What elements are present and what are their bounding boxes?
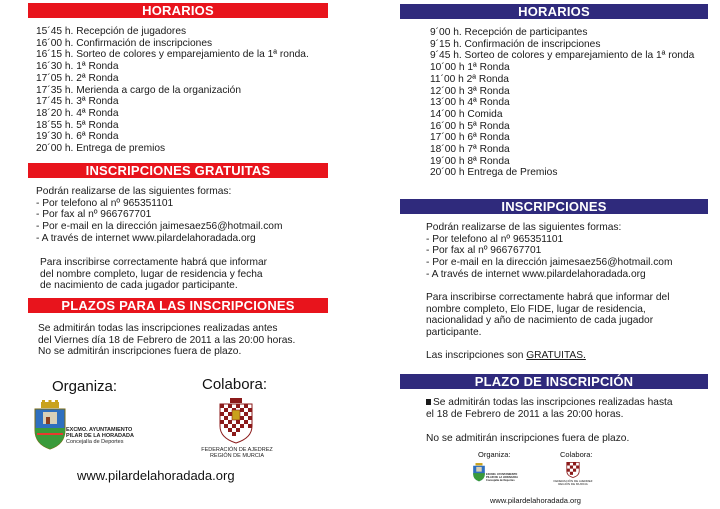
plazos-header: [28, 298, 328, 313]
fed-caption-line: REGIÓN DE MURCIA: [558, 482, 588, 487]
inscripciones-title: INSCRIPCIONES: [501, 199, 607, 214]
forms-item: - Por fax al nº 966767701: [36, 209, 152, 221]
plazos-title: PLAZOS PARA LAS INSCRIPCIONES: [61, 298, 295, 313]
colabora-label: Colabora:: [202, 376, 268, 393]
ayto-caption-line: PILAR DE LA HORADADA: [66, 433, 134, 439]
forms-item: Podrán realizarse de las siguientes formas:: [36, 186, 232, 197]
ayto-caption-line: EXCMO. AYUNTAMIENTO: [486, 473, 518, 476]
schedule-item: 16´00 h. Confirmación de inscripciones: [36, 37, 213, 49]
inform-line: del nombre completo, lugar de residencia y fecha: [40, 268, 263, 280]
inform-line: nacionalidad y año de nacimiento de cada jugador: [426, 315, 654, 327]
schedule-item: 18´00 h 7ª Ronda: [430, 144, 510, 156]
inscripciones-header: [400, 199, 708, 214]
inform-line: Para inscribirse correctamente habrá que informar: [40, 257, 268, 268]
website-link[interactable]: www.pilardelahoradada.org: [77, 468, 235, 483]
horarios-header: [28, 3, 328, 18]
plazo-title: PLAZO DE INSCRIPCIÓN: [474, 374, 634, 389]
schedule-item: 14´00 h Comida: [430, 108, 503, 120]
forms-item: - A través de internet www.pilardelahoradada.org: [36, 232, 256, 244]
forms-list: [36, 186, 282, 245]
ayto-caption-line: Concejalía de Deportes: [66, 439, 124, 445]
inform-line: Para inscribirse correctamente habrá que informar del: [426, 292, 670, 303]
schedule-item: 16´00 h 5ª Ronda: [430, 120, 510, 132]
schedule-item: 20´00 h Entrega de Premios: [430, 167, 558, 179]
schedule-item: 17´45 h. 3ª Ronda: [36, 96, 119, 108]
plazo-no: No se admitirán inscripciones fuera de plazo.: [426, 433, 630, 444]
website-link[interactable]: www.pilardelahoradada.org: [490, 496, 581, 505]
plazo-line-text: Se admitirán todas las inscripciones realizadas hasta: [433, 397, 673, 408]
schedule-item: 20´00 h. Entrega de premios: [36, 143, 166, 155]
forms-item: - Por e-mail en la dirección jaimesaez56@hotmail.com: [426, 257, 673, 269]
plazo-line: [426, 397, 673, 409]
coat-of-arms-icon: [32, 400, 68, 450]
fed-caption: [550, 480, 596, 487]
schedule-item: 19´30 h. 6ª Ronda: [36, 131, 119, 143]
plazo-line: el 18 de Febrero de 2011 a las 20:00 horas.: [426, 408, 624, 420]
schedule-list: [36, 26, 309, 155]
plazos-line: No se admitirán inscripciones fuera de plazo.: [38, 346, 242, 358]
forms-item: - A través de internet www.pilardelahoradada.org: [426, 268, 646, 280]
plazo-header: [400, 374, 708, 389]
gratuitas-line: [426, 350, 586, 362]
fed-caption-line: FEDERACIÓN DE AJEDREZ: [201, 447, 273, 453]
inscripciones-title: INSCRIPCIONES GRATUITAS: [85, 163, 271, 178]
schedule-item: 9´00 h. Recepción de participantes: [430, 27, 588, 38]
ayto-caption: [66, 427, 138, 445]
fed-caption-line: FEDERACIÓN DE AJEDREZ: [553, 479, 593, 483]
schedule-item: 10´00 h 1ª Ronda: [430, 62, 510, 74]
inscripciones-header: [28, 163, 328, 178]
schedule-item: 11´00 h 2ª Ronda: [430, 73, 509, 85]
inform-line: nombre completo, Elo FIDE, lugar de residencia,: [426, 303, 646, 315]
schedule-item: 13´00 h 4ª Ronda: [430, 97, 510, 109]
inform-line: de nacimiento de cada jugador participante.: [40, 280, 238, 292]
ayto-caption-line: Concejalía de Deportes: [486, 479, 515, 482]
ayto-caption: [486, 473, 526, 482]
inform-text: [426, 292, 669, 339]
fed-caption-line: REGIÓN DE MURCIA: [209, 453, 265, 459]
plazos-line: Se admitirán todas las inscripciones realizadas antes: [38, 323, 278, 334]
right-panel: [360, 0, 720, 509]
inform-line: participante.: [426, 327, 482, 339]
plazo-text: [426, 397, 673, 420]
plazos-text: [38, 323, 295, 358]
gratuitas-prefix: Las inscripciones son: [426, 350, 527, 361]
schedule-item: 15´45 h. Recepción de jugadores: [36, 26, 187, 37]
schedule-item: 19´00 h 8ª Ronda: [430, 155, 510, 167]
plazos-line: del Viernes día 18 de Febrero de 2011 a las 20:00 horas.: [38, 334, 296, 346]
schedule-list: [430, 27, 694, 179]
fed-caption: [196, 447, 278, 459]
coat-of-arms-icon: [472, 462, 486, 482]
bullet-icon: [426, 399, 431, 405]
chess-federation-icon: [218, 398, 254, 444]
schedule-item: 9´45 h. Sorteo de colores y emparejamiento de la 1ª ronda: [430, 50, 695, 62]
colabora-label: Colabora:: [560, 450, 593, 459]
horarios-title: HORARIOS: [142, 3, 214, 18]
horarios-header: [400, 4, 708, 19]
forms-item: Podrán realizarse de las siguientes formas:: [426, 222, 622, 233]
inform-text: [40, 257, 267, 292]
forms-item: - Por fax al nº 966767701: [426, 245, 542, 257]
schedule-item: 12´00 h 3ª Ronda: [430, 85, 510, 97]
schedule-item: 17´00 h 6ª Ronda: [430, 132, 510, 144]
organiza-label: Organiza:: [52, 378, 118, 395]
schedule-item: 17´05 h. 2ª Ronda: [36, 72, 119, 84]
schedule-item: 9´15 h. Confirmación de inscripciones: [430, 38, 601, 50]
forms-item: - Por e-mail en la dirección jaimesaez56@hotmail.com: [36, 221, 283, 233]
chess-federation-icon: [566, 460, 580, 478]
forms-item: - Por telefono al nº 965351101: [426, 233, 564, 245]
organiza-label: Organiza:: [478, 450, 511, 459]
gratuitas-word: GRATUITAS.: [526, 350, 586, 361]
ayto-caption-line: EXCMO. AYUNTAMIENTO: [66, 427, 133, 433]
horarios-title: HORARIOS: [518, 4, 590, 19]
schedule-item: 16´30 h. 1ª Ronda: [36, 61, 119, 73]
ayto-caption-line: PILAR DE LA HORADADA: [486, 476, 519, 479]
schedule-item: 18´55 h. 5ª Ronda: [36, 119, 119, 131]
forms-list: [426, 222, 672, 281]
schedule-item: 17´35 h. Merienda a cargo de la organización: [36, 84, 242, 96]
schedule-item: 16´15 h. Sorteo de colores y emparejamiento de la 1ª ronda.: [36, 49, 309, 61]
forms-item: - Por telefono al nº 965351101: [36, 197, 174, 209]
schedule-item: 18´20 h. 4ª Ronda: [36, 107, 119, 119]
